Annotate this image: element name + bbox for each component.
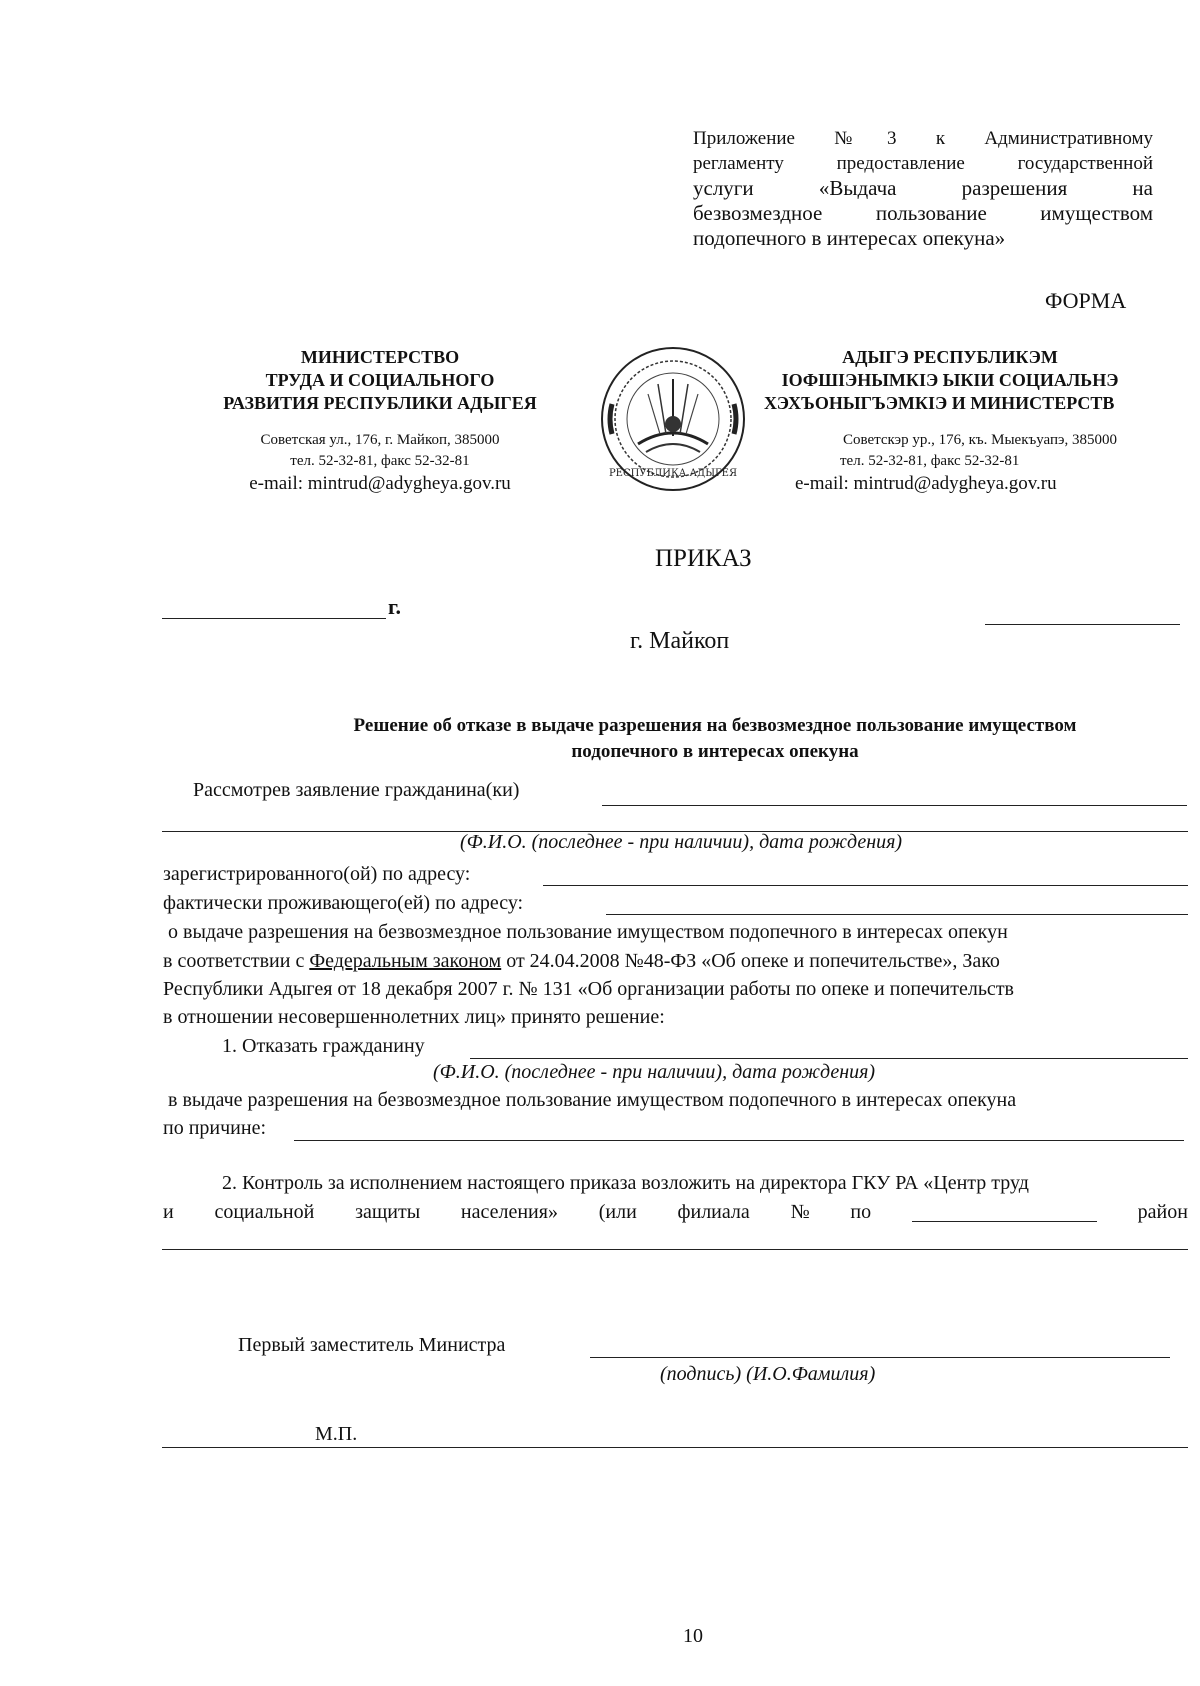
stamp-place: М.П. [315,1423,358,1445]
appendix-line-2: регламенту предоставление государственной [693,153,1153,174]
item-2-line-2 [163,1201,1188,1224]
registered-label: зарегистрированного(ой) по адресу: [163,863,471,885]
fio-hint-2: (Ф.И.О. (последнее - при наличии), дата рождения) [433,1061,876,1083]
word-district: район [1137,1201,1188,1223]
decision-title-line-2: подопечного в интересах опекуна [571,741,859,762]
page-number: 10 [683,1625,703,1647]
decision-title-line-1: Решение об отказе в выдаче разрешения на безвозмездное пользование имуществом [353,715,1077,736]
fio-hint-1: (Ф.И.О. (последнее - при наличии), дата рождения) [460,831,903,853]
considering-text: Рассмотрев заявление гражданина(ки) [193,779,520,801]
appendix-line-4: безвозмездное пользование имуществом [693,201,1153,225]
ministry-ru-email: e-mail: mintrud@adygheya.gov.ru [249,473,511,494]
refused-applicant-line [470,1058,1188,1059]
ministry-ru-line-2: ТРУДА И СОЦИАЛЬНОГО [265,370,495,390]
ministry-ady-name [760,346,1140,415]
word-population: населения» [460,1201,558,1223]
reason-label: по причине: [163,1117,267,1139]
date-field-line [162,618,386,619]
item-2-line-3 [162,1249,1188,1250]
paragraph-5: в выдаче разрешения на безвозмездное пользование имуществом подопечного в интересах опекуна [168,1089,1017,1111]
ministry-ady-line-3: ХЭХЪОНЫГЪЭМКIЭ И МИНИСТЕРСТВ [764,393,1115,413]
paragraph-2-pre: в соответствии с [163,950,305,972]
order-number-line [985,624,1180,625]
ministry-ady-email: e-mail: mintrud@adygheya.gov.ru [795,473,1057,494]
date-suffix: г. [388,594,402,619]
appendix-line-5: подопечного в интересах опекуна» [693,226,1006,250]
word-by: по [850,1201,872,1223]
ministry-ru-address: Советская ул., 176, г. Майкоп, 385000 [260,432,500,448]
word-branch: филиала [677,1201,750,1223]
order-title: ПРИКАЗ [655,545,752,572]
district-line [912,1201,1097,1222]
ministry-ru-line-1: МИНИСТЕРСТВО [300,347,460,367]
ministry-ru-line-3: РАЗВИТИЯ РЕСПУБЛИКИ АДЫГЕЯ [223,393,537,413]
paragraph-1: о выдаче разрешения на безвозмездное пользование имуществом подопечного в интересах опекун [168,921,1008,943]
word-number-sign: № [790,1201,810,1223]
stamp-line [162,1447,1188,1448]
ministry-ady-line-2: IОФШIЭНЫМКIЭ ЫКIИ СОЦИАЛЬНЭ [781,370,1119,390]
ministry-ady-contacts [790,430,1170,496]
emblem-caption: РЕСПУБЛИКА АДЫГЕЯ [608,468,738,479]
decision-title [240,713,1190,765]
paragraph-2-post: от 24.04.2008 №48-ФЗ «Об опеке и попечительстве», Зако [506,950,1000,972]
ministry-ady-address: Советскэр ур., 176, къ. Мыекъуапэ, 385000 [843,432,1117,448]
city: г. Майкоп [630,628,730,654]
coat-of-arms-icon [598,344,748,494]
item-2-text: 2. Контроль за исполнением настоящего приказа возложить на директора ГКУ РА «Центр труд [222,1172,1029,1194]
residing-address-line [606,914,1188,915]
signatory-position: Первый заместитель Министра [238,1334,506,1356]
ministry-ady-phone: тел. 52-32-81, факс 52-32-81 [840,453,1020,469]
signature-hint: (подпись) (И.О.Фамилия) [660,1363,876,1385]
federal-law-link[interactable]: Федеральным законом [309,950,502,972]
paragraph-2 [163,950,1188,973]
appendix-line-3: услуги «Выдача разрешения на [693,176,1153,200]
word-social: социальной [214,1201,315,1223]
item-1-text: 1. Отказать гражданину [222,1035,425,1057]
signature-line [590,1357,1170,1358]
word-and: и [163,1201,174,1223]
applicant-name-line [602,805,1187,806]
ministry-ru-name [200,346,560,415]
appendix-line-1: Приложение №3 к Административному [693,128,1153,149]
registered-address-line [543,885,1188,886]
paragraph-4: в отношении несовершеннолетних лиц» принято решение: [163,1006,665,1028]
paragraph-3: Республики Адыгея от 18 декабря 2007 г. № 131 «Об организации работы по опеке и попечительств [163,978,1014,1000]
residing-label: фактически проживающего(ей) по адресу: [163,892,524,914]
ministry-ru-contacts [200,430,560,496]
word-or: (или [598,1201,637,1223]
ministry-ru-phone: тел. 52-32-81, факс 52-32-81 [290,453,470,469]
word-protection: защиты [355,1201,421,1223]
form-label: ФОРМА [1045,288,1127,313]
reason-line [294,1140,1184,1141]
ministry-ady-line-1: АДЫГЭ РЕСПУБЛИКЭМ [842,347,1058,367]
appendix-block [693,126,1153,251]
